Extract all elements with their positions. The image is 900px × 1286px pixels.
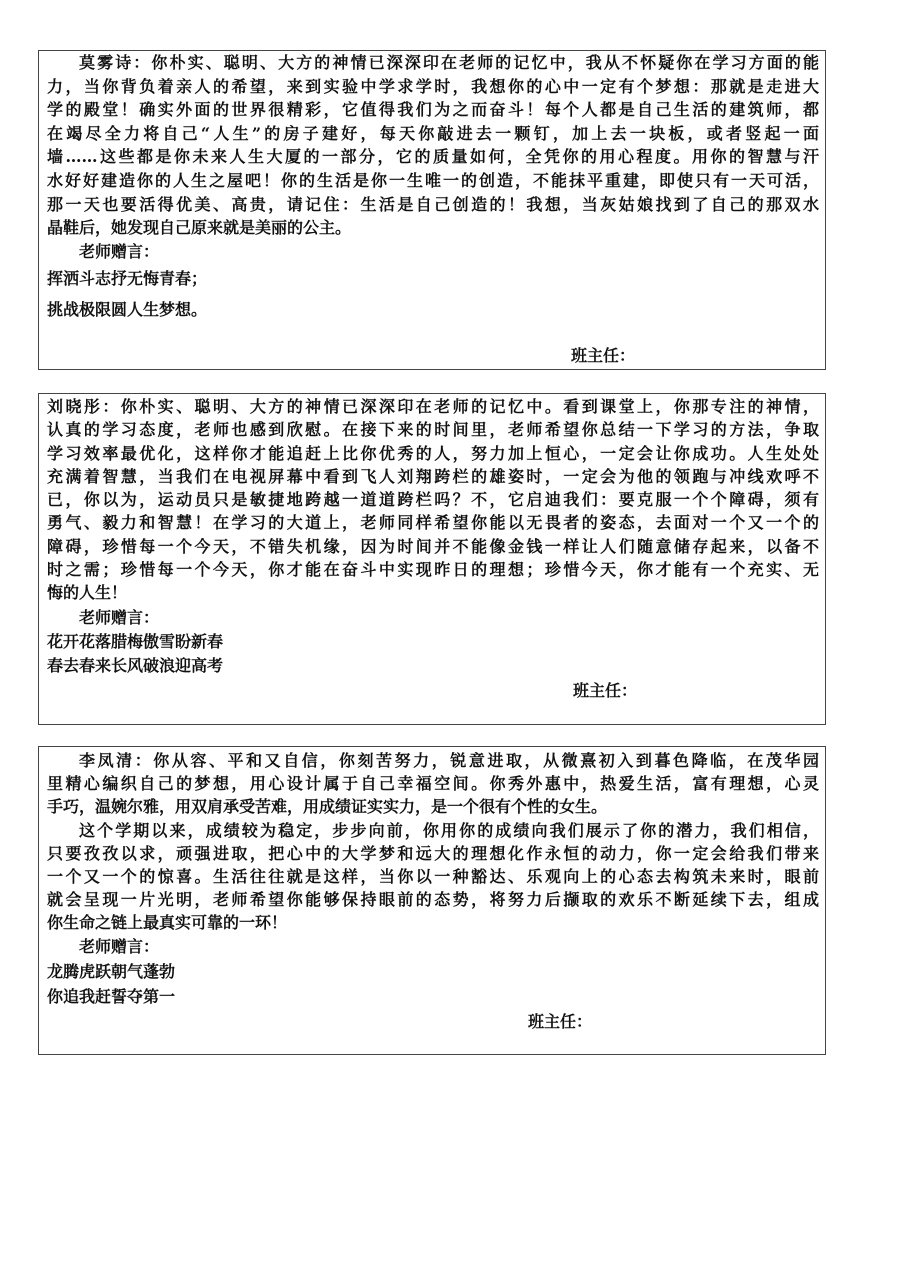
teacher-gift-label: 老师赠言： <box>79 608 160 627</box>
head-teacher-signature: 班主任： <box>571 346 636 365</box>
comment-body <box>47 395 819 605</box>
comment-line: 悔的人生！ <box>47 583 128 603</box>
comment-box-1 <box>38 50 826 370</box>
comment-line: 晶鞋后，她发现自己原来就是美丽的公主。 <box>47 218 352 238</box>
comment-line: 一个又一个的惊喜。生活往往就是这样，当你以一种豁达、乐观向上的心态去构筑未来时，眼前 <box>47 866 819 886</box>
comment-line: 充满着智慧，当我们在电视屏幕中看到飞人刘翔跨栏的雄姿时，一定会为他的领跑与冲线欢呼不 <box>47 466 819 486</box>
comment-line: 勇气、毅力和智慧！在学习的大道上，老师同样希望你能以无畏者的姿态，去面对一个又一个的 <box>47 513 819 533</box>
comment-body <box>47 749 819 935</box>
comment-line: 这个学期以来，成绩较为稳定，步步向前，你用你的成绩向我们展示了你的潜力，我们相信， <box>79 820 819 840</box>
comment-line: 障碍，珍惜每一个今天，不错失机缘，因为时间并不能像金钱一样让人们随意储存起来，以备不 <box>47 536 819 556</box>
comment-line: 学习效率最优化，这样你才能追赶上比你优秀的人，努力加上恒心，一定会让你成功。人生处处 <box>47 443 819 463</box>
comment-box-2 <box>38 393 826 725</box>
comment-line: 莫雾诗：你朴实、聪明、大方的神情已深深印在老师的记忆中，我从不怀疑你在学习方面的能 <box>79 53 819 72</box>
comment-line: 那一天也要活得优美、高贵，请记住：生活是自己创造的！我想，当灰姑娘找到了自己的那双水 <box>47 194 819 214</box>
comment-line: 墙……这些都是你未来人生大厦的一部分，它的质量如何，全凭你的用心程度。用你的智慧与汗 <box>47 147 819 167</box>
comment-line: 刘晓彤：你朴实、聪明、大方的神情已深深印在老师的记忆中。看到课堂上，你那专注的神情， <box>47 397 819 416</box>
motto-line: 你追我赶誓夺第一 <box>47 987 176 1006</box>
comment-line: 手巧，温婉尔雅，用双肩承受苦难，用成绩证实实力，是一个很有个性的女生。 <box>47 797 608 817</box>
teacher-gift-label: 老师赠言： <box>79 937 160 956</box>
comment-line: 只要孜孜以求，顽强进取，把心中的大学梦和远大的理想化作永恒的动力，你一定会给我们带来 <box>47 843 819 863</box>
motto-line: 挑战极限圆人生梦想。 <box>47 300 208 319</box>
comment-line: 力，当你背负着亲人的希望，来到实验中学求学时，我想你的心中一定有个梦想：那就是走进大 <box>47 76 819 96</box>
comment-line: 里精心编织自己的梦想，用心设计属于自己幸福空间。你秀外惠中，热爱生活，富有理想，心灵 <box>47 774 819 794</box>
head-teacher-signature: 班主任： <box>528 1012 593 1031</box>
motto-line: 龙腾虎跃朝气蓬勃 <box>47 962 176 981</box>
comment-box-3 <box>38 746 826 1055</box>
head-teacher-signature: 班主任： <box>573 681 638 700</box>
teacher-gift-label: 老师赠言： <box>79 241 160 261</box>
comment-line: 已，你以为，运动员只是敏捷地跨越一道道跨栏吗？不，它启迪我们：要克服一个个障碍，须有 <box>47 490 819 510</box>
motto-line: 春去春来长风破浪迎高考 <box>47 656 224 675</box>
comment-line: 李凤清：你从容、平和又自信，你刻苦努力，锐意进取，从微熹初入到暮色降临，在茂华园 <box>79 751 819 770</box>
comment-line: 就会呈现一片光明，老师希望你能够保持眼前的态势，将努力后撷取的欢乐不断延续下去，组成 <box>47 890 819 910</box>
comment-line: 学的殿堂！确实外面的世界很精彩，它值得我们为之而奋斗！每个人都是自己生活的建筑师，都 <box>47 100 819 120</box>
comment-line: 认真的学习态度，老师也感到欣慰。在接下来的时间里，老师希望你总结一下学习的方法，争取 <box>47 420 819 440</box>
comment-line: 时之需；珍惜每一个今天，你才能在奋斗中实现昨日的理想；珍惜今天，你才能有一个充实、无 <box>47 560 819 580</box>
comment-line: 水好好建造你的人生之屋吧！你的生活是你一生唯一的创造，不能抹平重建，即使只有一天可活， <box>47 170 819 190</box>
comment-line: 在竭尽全力将自己“人生”的房子建好，每天你敲进去一颗钉，加上去一块板，或者竖起一面 <box>47 123 819 143</box>
motto-line: 花开花落腊梅傲雪盼新春 <box>47 632 224 651</box>
comment-line: 你生命之链上最真实可靠的一环！ <box>47 913 288 933</box>
motto-line: 挥洒斗志抒无悔青春； <box>47 269 208 288</box>
comment-body <box>47 51 819 263</box>
